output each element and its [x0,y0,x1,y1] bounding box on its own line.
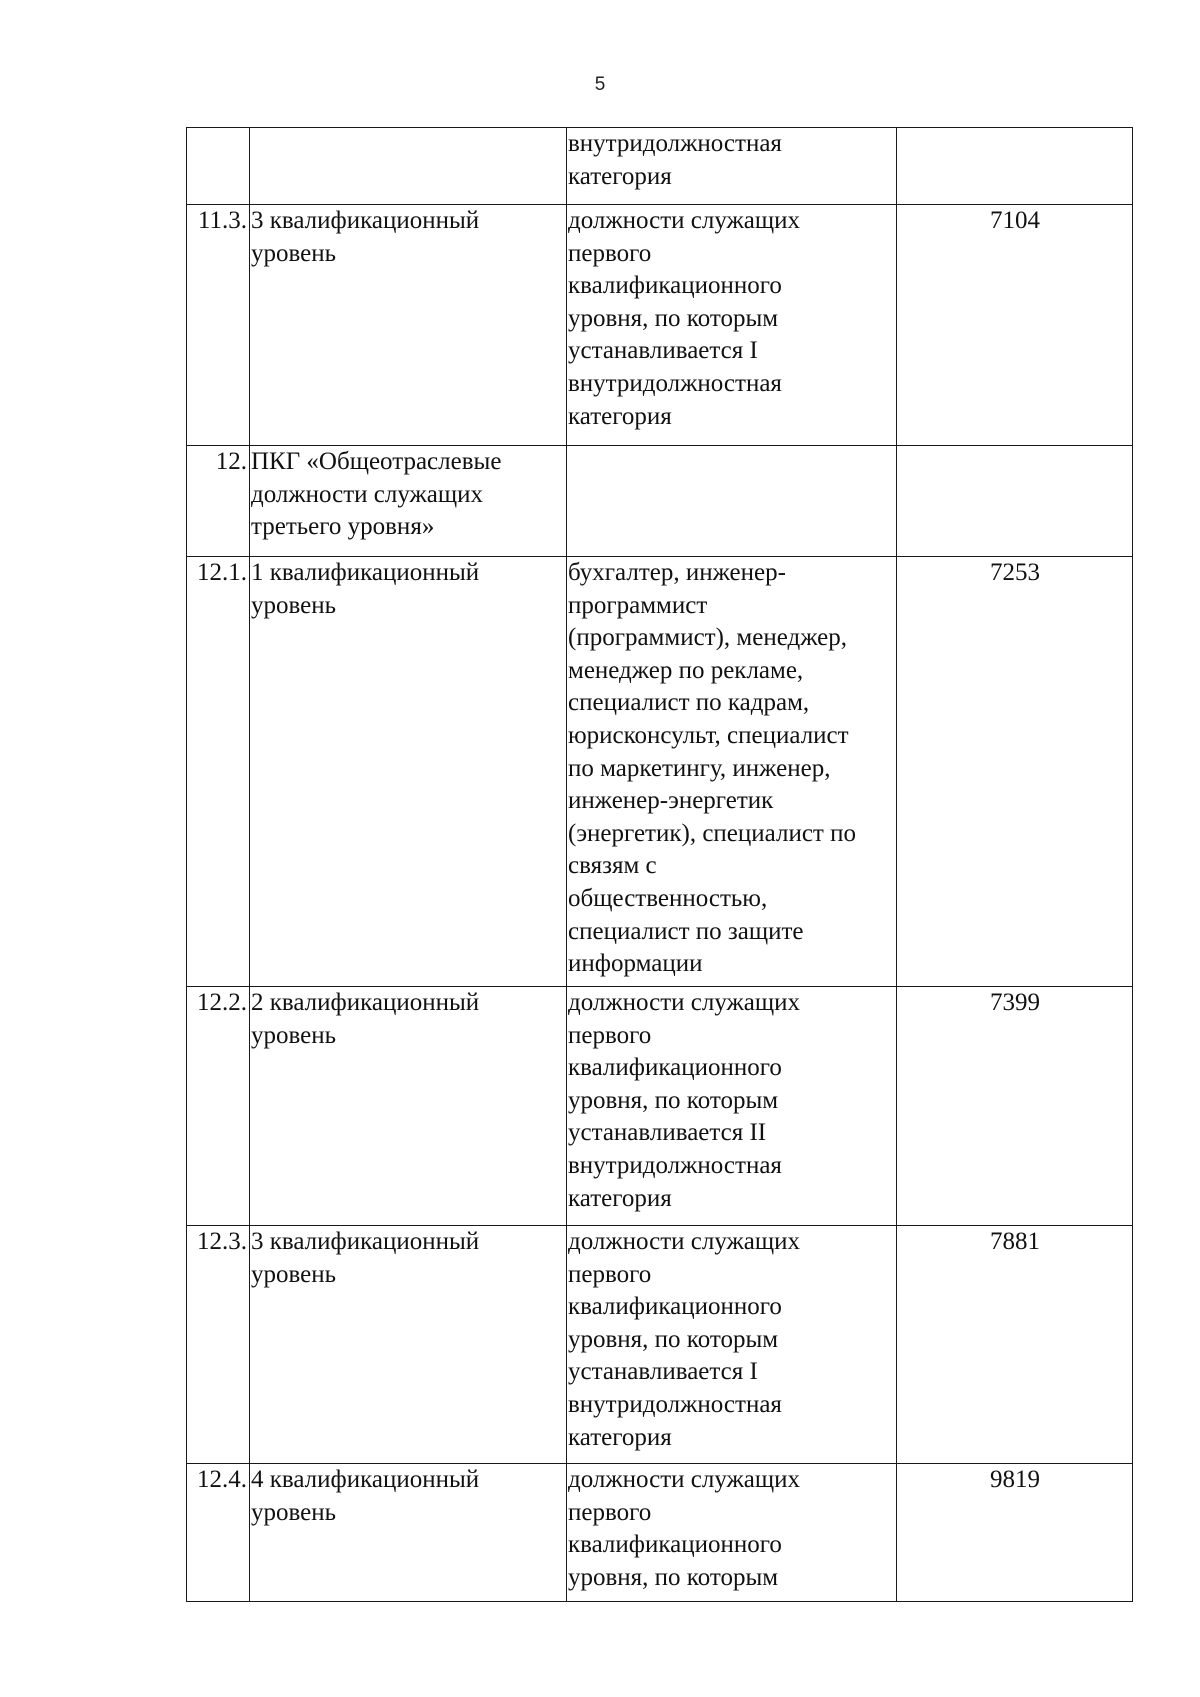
positions-description: внутридолжностная категория [567,128,897,205]
salary-value [897,446,1133,557]
table-row [187,987,1133,1226]
row-number [187,128,250,205]
row-number: 12.3. [187,1226,250,1464]
salary-value: 7253 [897,557,1133,987]
qualification-level [250,128,567,205]
qualification-level: 1 квалификационный уровень [250,557,567,987]
qualification-level: 3 квалификационный уровень [250,205,567,446]
row-number: 12.4. [187,1464,250,1602]
qualification-level: 3 квалификационный уровень [250,1226,567,1464]
positions-description: должности служащих первого квалификационного уровня, по которым устанавливается II внутридолжностная категория [567,987,897,1226]
salary-value [897,128,1133,205]
table-row [187,1226,1133,1464]
positions-description: бухгалтер, инженер- программист (программист), менеджер, менеджер по рекламе, специалист по кадрам, юрисконсульт, специалист по маркетингу, инженер, инженер-энергетик (энергетик), специалист по связям с общественностью, специалист по защите информации [567,557,897,987]
row-number: 11.3. [187,205,250,446]
positions-description: должности служащих первого квалификационного уровня, по которым устанавливается I внутридолжностная категория [567,205,897,446]
table-row [187,205,1133,446]
salary-value: 7104 [897,205,1133,446]
table-row [187,557,1133,987]
table-row [187,128,1133,205]
qualification-level: ПКГ «Общеотраслевые должности служащих третьего уровня» [250,446,567,557]
positions-description [567,446,897,557]
table-row [187,1464,1133,1602]
qualification-level: 4 квалификационный уровень [250,1464,567,1602]
row-number: 12. [187,446,250,557]
positions-description: должности служащих первого квалификационного уровня, по которым [567,1464,897,1602]
qualification-level: 2 квалификационный уровень [250,987,567,1226]
salary-value: 7399 [897,987,1133,1226]
positions-description: должности служащих первого квалификационного уровня, по которым устанавливается I внутридолжностная категория [567,1226,897,1464]
page-number: 5 [594,74,606,95]
salary-table [186,127,1133,1602]
row-number: 12.1. [187,557,250,987]
table-row [187,446,1133,557]
salary-value: 7881 [897,1226,1133,1464]
row-number: 12.2. [187,987,250,1226]
salary-value: 9819 [897,1464,1133,1602]
